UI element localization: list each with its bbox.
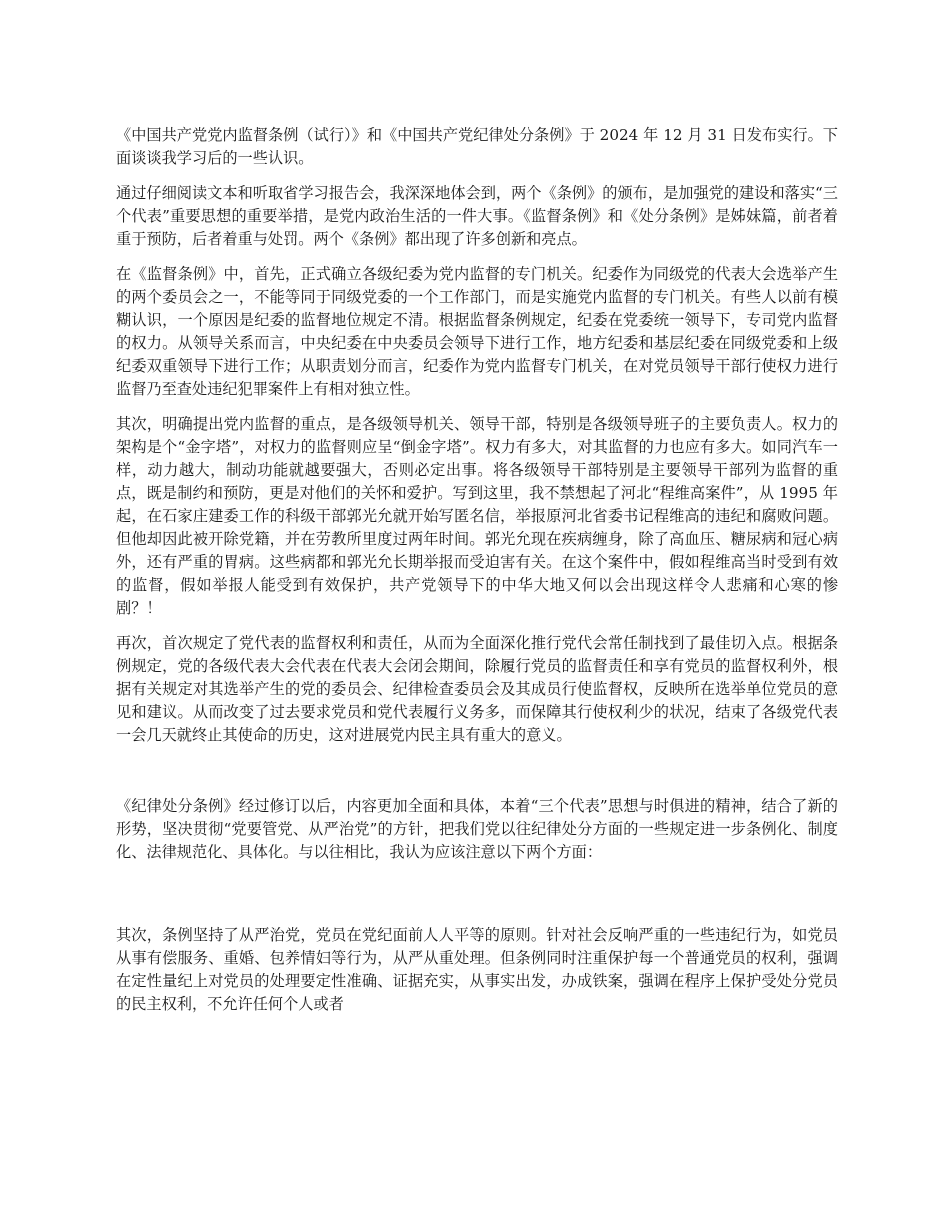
paragraph-supervision-second: 其次，明确提出党内监督的重点，是各级领导机关、领导干部，特别是各级领导班子的主要负责人。权力的架构是个“金字塔”，对权力的监督则应呈“倒金字塔”。权力有多大，对其监督的力也应有多大。如同汽车一样，动力越大，制动功能就越要强大，否则必定出事。将各级领导干部特别是主要领导干部列为监督的重点，既是制约和预防，更是对他们的关怀和爱护。写到这里，我不禁想起了河北“程维高案件”，从 1995 年起，在石家庄建委工作的科级干部郭光允就开始写匿名信，举报原河北省委书记程维高的违纪和腐败问题。但他却因此被开除党籍，并在劳教所里度过两年时间。郭光允现在疾病缠身，除了高血压、糖尿病和冠心病外，还有严重的胃病。这些病都和郭光允长期举报而受迫害有关。在这个案件中，假如程维高当时受到有效的监督，假如举报人能受到有效保护，共产党领导下的中华大地又何以会出现这样令人悲痛和心寒的惨剧？！ xyxy=(116,415,838,617)
paragraph-supervision-third: 再次，首次规定了党代表的监督权利和责任，从而为全面深化推行党代会常任制找到了最佳切入点。根据条例规定，党的各级代表大会代表在代表大会闭会期间，除履行党员的监督责任和享有党员的监督权利外，根据有关规定对其选举产生的党的委员会、纪律检查委员会及其成员行使监督权，反映所在选举单位党员的意见和建议。从而改变了过去要求党员和党代表履行义务多，而保障其行使权利少的状况，结束了各级党代表一会几天就终止其使命的历史，这对进展党内民主具有重大的意义。 xyxy=(116,634,838,744)
paragraph-overview: 通过仔细阅读文本和听取省学习报告会，我深深地体会到，两个《条例》的颁布，是加强党的建设和落实“三个代表”重要思想的重要举措，是党内政治生活的一件大事。《监督条例》和《处分条例》是姊妹篇，前者着重于预防，后者着重与处罚。两个《条例》都出现了许多创新和亮点。 xyxy=(116,184,838,248)
paragraph-discipline-second: 其次，条例坚持了从严治党，党员在党纪面前人人平等的原则。针对社会反响严重的一些违纪行为，如党员从事有偿服务、重婚、包养情妇等行为，从严从重处理。但条例同时注重保护每一个普通党员的权利，强调在定性量纪上对党员的处理要定性准确、证据充实，从事实出发，办成铁案，强调在程序上保护受处分党员的民主权利，不允许任何个人或者 xyxy=(116,926,838,1013)
paragraph-supervision-first: 在《监督条例》中，首先，正式确立各级纪委为党内监督的专门机关。纪委作为同级党的代表大会选举产生的两个委员会之一，不能等同于同级党委的一个工作部门，而是实施党内监督的专门机关。有些人以前有模糊认识，一个原因是纪委的监督地位规定不清。根据监督条例规定，纪委在党委统一领导下，专司党内监督的权力。从领导关系而言，中央纪委在中央委员会领导下进行工作，地方纪委和基层纪委在同级党委和上级纪委双重领导下进行工作；从职责划分而言，纪委作为党内监督专门机关，在对党员领导干部行使权力进行监督乃至查处违纪犯罪案件上有相对独立性。 xyxy=(116,265,838,398)
document-body xyxy=(116,124,838,1028)
paragraph-discipline-intro: 《纪律处分条例》经过修订以后，内容更加全面和具体，本着“三个代表”思想与时俱进的精神，结合了新的形势，坚决贯彻“党要管党、从严治党”的方针，把我们党以往纪律处分方面的一些规定进一步条例化、制度化、法律规范化、具体化。与以往相比，我认为应该注意以下两个方面： xyxy=(116,797,838,861)
paragraph-intro: 《中国共产党党内监督条例（试行）》和《中国共产党纪律处分条例》于 2024 年 12 月 31 日发布实行。下面谈谈我学习后的一些认识。 xyxy=(116,126,838,167)
